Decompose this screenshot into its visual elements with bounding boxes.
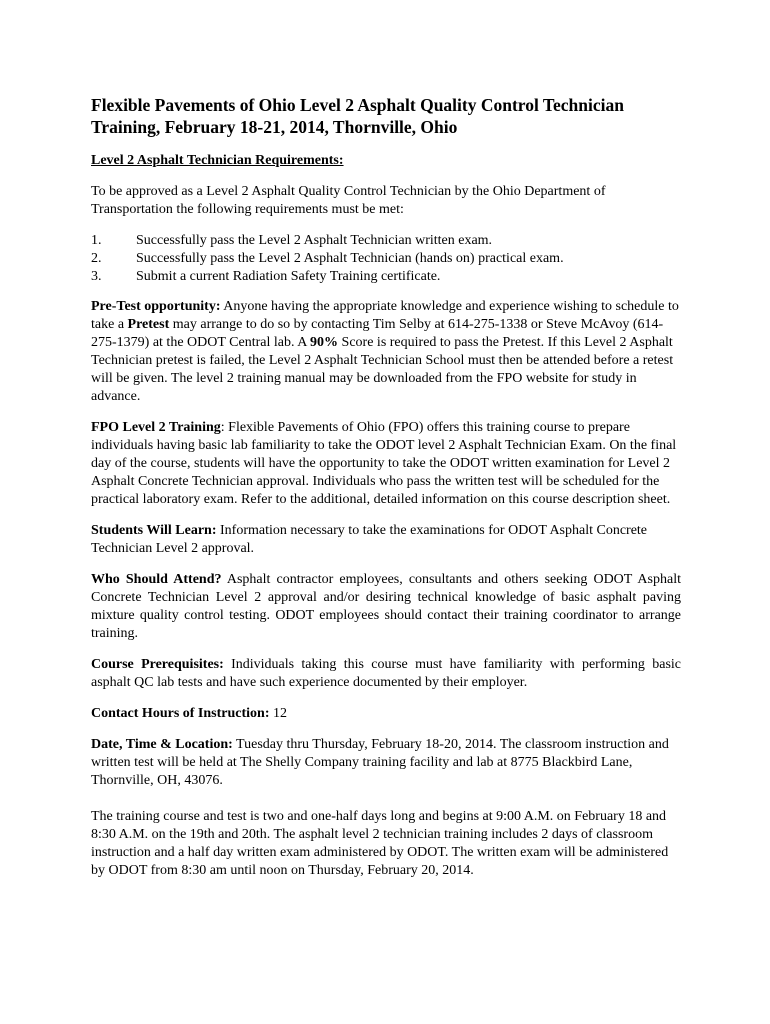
students-text: Information necessary to take the examinations for ODOT Asphalt Concrete Technician Level 2 approval. <box>91 523 648 556</box>
training-paragraph <box>91 419 681 509</box>
list-item-number: 3. <box>91 269 102 284</box>
students-paragraph <box>91 522 681 558</box>
pretest-text-c: Score is required to pass the Pretest. If this Level 2 Asphalt Technician pretest is failed, the Level 2 Asphalt Technician School must then be attended before a retest will be given. The level 2 training manual may be downloaded from the FPO website for study in advance. <box>91 335 674 404</box>
list-item-text: Successfully pass the Level 2 Asphalt Technician written exam. <box>136 233 493 248</box>
pretest-text-b: may arrange to do so by contacting Tim Selby at 614-275-1338 or Steve McAvoy (614-275-1379) at the ODOT Central lab. A <box>91 317 664 350</box>
list-item-text: Successfully pass the Level 2 Asphalt Technician (hands on) practical exam. <box>136 251 564 266</box>
document-title: Flexible Pavements of Ohio Level 2 Asphalt Quality Control Technician Training, February 18-21, 2014, Thornville, Ohio <box>91 95 624 137</box>
pretest-paragraph <box>91 298 681 406</box>
who-text: Asphalt contractor employees, consultants and others seeking ODOT Asphalt Concrete Technician Level 2 approval and/or desiring technical knowledge of basic asphalt paving mixture quality control testing. ODOT employees should contact their training coordinator to arrange training. <box>91 572 681 641</box>
list-item <box>91 268 681 286</box>
list-item-number: 1. <box>91 233 102 248</box>
list-item-text: Submit a current Radiation Safety Training certificate. <box>136 269 441 284</box>
prereq-text: Individuals taking this course must have familiarity with performing basic asphalt QC lab tests and have such experience documented by their employer. <box>91 657 681 690</box>
schedule-paragraph: The training course and test is two and one-half days long and begins at 9:00 A.M. on February 18 and 8:30 A.M. on the 19th and 20th. The asphalt level 2 technician training includes 2 days of classroom instruction and a half day written exam administered by ODOT. The written exam will be administered by ODOT from 8:30 am until noon on Thursday, February 20, 2014. <box>91 809 669 878</box>
students-label: Students Will Learn: <box>91 523 217 538</box>
intro-paragraph: To be approved as a Level 2 Asphalt Quality Control Technician by the Ohio Department of Transportation the following requirements must be met: <box>91 184 606 217</box>
training-label: FPO Level 2 Training <box>91 420 221 435</box>
requirements-list <box>91 232 681 286</box>
list-item-number: 2. <box>91 251 102 266</box>
contact-hours-text: 12 <box>269 706 287 721</box>
prereq-label: Course Prerequisites: <box>91 657 224 672</box>
pretest-label: Pre-Test opportunity: <box>91 299 221 314</box>
who-paragraph <box>91 571 681 643</box>
date-paragraph <box>91 736 681 790</box>
contact-hours-paragraph <box>91 705 681 723</box>
pretest-bold-b: 90% <box>310 335 339 350</box>
prereq-paragraph <box>91 656 681 692</box>
pretest-bold-a: Pretest <box>127 317 170 332</box>
list-item <box>91 250 681 268</box>
who-label: Who Should Attend? <box>91 572 222 587</box>
contact-hours-label: Contact Hours of Instruction: <box>91 706 270 721</box>
requirements-heading: Level 2 Asphalt Technician Requirements: <box>91 153 344 168</box>
pretest-text-a: Anyone having the appropriate knowledge and experience wishing to schedule to take a <box>91 299 679 332</box>
date-text: Tuesday thru Thursday, February 18-20, 2014. The classroom instruction and written test will be held at The Shelly Company training facility and lab at 8775 Blackbird Lane, Thornville, OH, 43076. <box>91 737 669 788</box>
training-text: : Flexible Pavements of Ohio (FPO) offers this training course to prepare individuals having basic lab familiarity to take the ODOT level 2 Asphalt Technician Exam. On the final day of the course, students will have the opportunity to take the ODOT written examination for Level 2 Asphalt Concrete Technician approval. Individuals who pass the written test will be scheduled for the practical laboratory exam. Refer to the additional, detailed information on this course description sheet. <box>91 420 677 507</box>
list-item <box>91 232 681 250</box>
document-page <box>91 94 681 893</box>
date-label: Date, Time & Location: <box>91 737 233 752</box>
